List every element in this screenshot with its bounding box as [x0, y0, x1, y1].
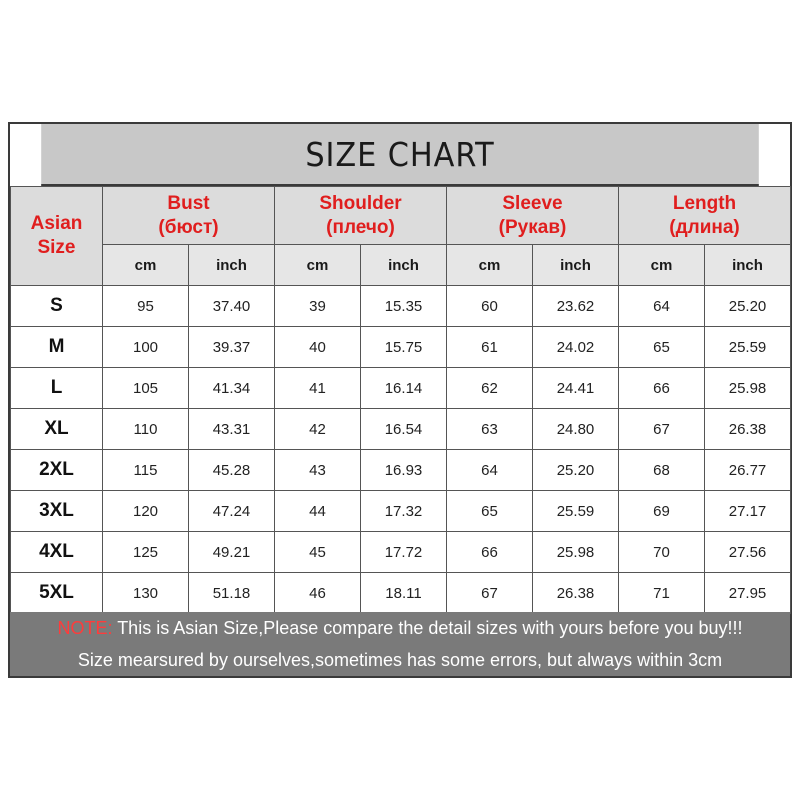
measurement-cell: 69 — [619, 491, 705, 532]
measurement-cell: 26.38 — [705, 409, 791, 450]
measurement-cell: 17.32 — [361, 491, 447, 532]
measurement-cell: 105 — [103, 368, 189, 409]
size-label: 4XL — [11, 532, 103, 573]
unit-cm: cm — [447, 245, 533, 286]
measurement-cell: 46 — [275, 573, 361, 614]
unit-inch: inch — [361, 245, 447, 286]
measurement-cell: 27.56 — [705, 532, 791, 573]
size-label: 2XL — [11, 450, 103, 491]
measurement-cell: 65 — [447, 491, 533, 532]
measurement-cell: 16.14 — [361, 368, 447, 409]
measurement-cell: 23.62 — [533, 286, 619, 327]
shoulder-translation: (плечо) — [326, 216, 395, 238]
size-label: M — [11, 327, 103, 368]
shoulder-header — [275, 187, 447, 245]
measurement-cell: 43 — [275, 450, 361, 491]
measurement-cell: 62 — [447, 368, 533, 409]
measurement-cell: 64 — [619, 286, 705, 327]
measurement-cell: 115 — [103, 450, 189, 491]
unit-inch: inch — [705, 245, 791, 286]
table-row — [11, 573, 791, 614]
unit-inch: inch — [189, 245, 275, 286]
size-label: XL — [11, 409, 103, 450]
measurement-cell: 67 — [447, 573, 533, 614]
size-label: S — [11, 286, 103, 327]
measurement-cell: 16.93 — [361, 450, 447, 491]
measurement-cell: 41 — [275, 368, 361, 409]
measurement-cell: 67 — [619, 409, 705, 450]
group-header-row — [11, 187, 791, 245]
measurement-cell: 16.54 — [361, 409, 447, 450]
measurement-cell: 26.38 — [533, 573, 619, 614]
measurement-cell: 60 — [447, 286, 533, 327]
table-row — [11, 409, 791, 450]
measurement-cell: 45 — [275, 532, 361, 573]
table-row — [11, 532, 791, 573]
unit-cm: cm — [103, 245, 189, 286]
unit-cm: cm — [275, 245, 361, 286]
unit-inch: inch — [533, 245, 619, 286]
measurement-cell: 61 — [447, 327, 533, 368]
measurement-cell: 25.98 — [533, 532, 619, 573]
measurement-cell: 47.24 — [189, 491, 275, 532]
measurement-cell: 15.75 — [361, 327, 447, 368]
measurement-cell: 41.34 — [189, 368, 275, 409]
table-row — [11, 450, 791, 491]
measurement-cell: 25.20 — [533, 450, 619, 491]
measurement-cell: 125 — [103, 532, 189, 573]
measurement-cell: 25.59 — [533, 491, 619, 532]
measurement-cell: 71 — [619, 573, 705, 614]
measurement-cell: 18.11 — [361, 573, 447, 614]
table-row — [11, 491, 791, 532]
note-line-2: Size mearsured by ourselves,sometimes has some errors, but always within 3cm — [77, 650, 723, 670]
size-label: 5XL — [11, 573, 103, 614]
size-header-line-2: Size — [37, 237, 76, 258]
size-column-header — [11, 187, 103, 286]
measurement-cell: 42 — [275, 409, 361, 450]
measurement-cell: 24.02 — [533, 327, 619, 368]
measurement-cell: 51.18 — [189, 573, 275, 614]
measurement-cell: 66 — [619, 368, 705, 409]
sleeve-translation: (Рукав) — [498, 216, 567, 238]
size-label: L — [11, 368, 103, 409]
measurement-cell: 26.77 — [705, 450, 791, 491]
length-label: Length — [672, 192, 737, 214]
measurement-cell: 17.72 — [361, 532, 447, 573]
measurement-cell: 100 — [103, 327, 189, 368]
measurement-cell: 25.59 — [705, 327, 791, 368]
length-translation: (длина) — [669, 216, 740, 238]
measurement-cell: 45.28 — [189, 450, 275, 491]
bust-translation: (бюст) — [158, 216, 219, 238]
measurement-cell: 63 — [447, 409, 533, 450]
table-row — [11, 327, 791, 368]
note-prefix: NOTE: — [57, 618, 113, 638]
measurement-cell: 64 — [447, 450, 533, 491]
sleeve-header — [447, 187, 619, 245]
measurement-cell: 68 — [619, 450, 705, 491]
bust-header — [103, 187, 275, 245]
sleeve-label: Sleeve — [502, 192, 563, 214]
measurement-cell: 15.35 — [361, 286, 447, 327]
unit-header-row — [11, 245, 791, 286]
measurement-cell: 39.37 — [189, 327, 275, 368]
bust-label: Bust — [167, 192, 210, 214]
measurement-cell: 24.80 — [533, 409, 619, 450]
measurement-cell: 27.17 — [705, 491, 791, 532]
size-header-line-1: Asian — [30, 213, 83, 234]
measurement-cell: 66 — [447, 532, 533, 573]
measurement-cell: 25.98 — [705, 368, 791, 409]
shoulder-label: Shoulder — [319, 192, 402, 214]
measurement-cell: 49.21 — [189, 532, 275, 573]
measurement-cell: 27.95 — [705, 573, 791, 614]
measurement-cell: 120 — [103, 491, 189, 532]
length-header — [619, 187, 791, 245]
chart-title: SIZE CHART — [41, 124, 759, 186]
size-table — [10, 186, 791, 614]
measurement-cell: 43.31 — [189, 409, 275, 450]
measurement-cell: 65 — [619, 327, 705, 368]
measurement-cell: 130 — [103, 573, 189, 614]
measurement-cell: 24.41 — [533, 368, 619, 409]
size-chart — [8, 122, 792, 678]
measurement-cell: 40 — [275, 327, 361, 368]
unit-cm: cm — [619, 245, 705, 286]
measurement-cell: 95 — [103, 286, 189, 327]
table-row — [11, 286, 791, 327]
measurement-cell: 44 — [275, 491, 361, 532]
measurement-cell: 70 — [619, 532, 705, 573]
size-label: 3XL — [11, 491, 103, 532]
measurement-cell: 37.40 — [189, 286, 275, 327]
notes-panel — [10, 612, 790, 676]
note-line-1 — [10, 612, 790, 644]
measurement-cell: 110 — [103, 409, 189, 450]
measurement-cell: 25.20 — [705, 286, 791, 327]
measurement-cell: 39 — [275, 286, 361, 327]
note-text-1: This is Asian Size,Please compare the detail sizes with yours before you buy!!! — [112, 618, 743, 638]
table-row — [11, 368, 791, 409]
